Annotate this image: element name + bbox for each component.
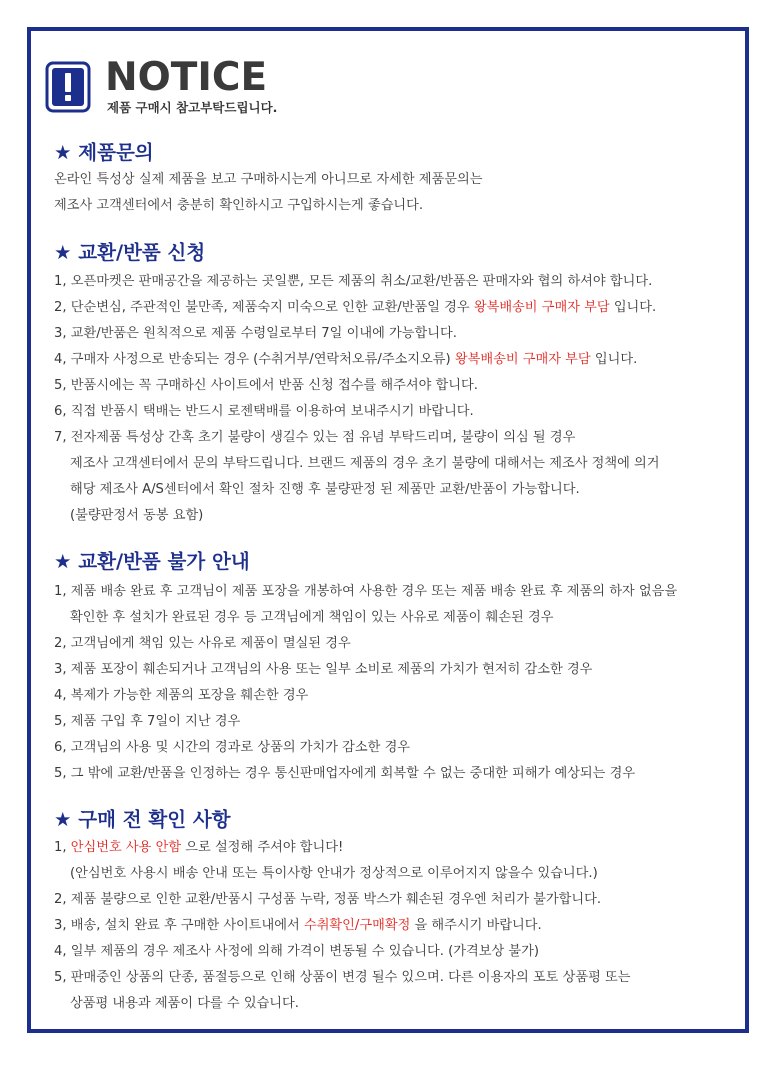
list-item: 제조사 고객센터에서 충분히 확인하시고 구입하시는게 좋습니다.	[54, 198, 424, 213]
list-item: 5, 제품 구입 후 7일이 지난 경우	[54, 714, 241, 729]
list-item: 1, 오픈마켓은 판매공간을 제공하는 곳일뿐, 모든 제품의 취소/교환/반품은 판매자와 협의 하셔야 합니다.	[54, 274, 653, 289]
list-item: 7, 전자제품 특성상 간혹 초기 불량이 생길수 있는 점 유념 부탁드리며, 불량이 의심 될 경우	[54, 430, 576, 445]
list-item: 1, 안심번호 사용 안함 으로 설정해 주셔야 합니다!	[54, 840, 344, 855]
highlight-text: 왕복배송비 구매자 부담	[473, 300, 610, 315]
list-item: 상품평 내용과 제품이 다를 수 있습니다.	[70, 996, 299, 1011]
highlight-text: 왕복배송비 구매자 부담	[454, 352, 591, 367]
highlight-text: 수취확인/구매확정	[303, 918, 411, 933]
list-item: 3, 제품 포장이 훼손되거나 고객님의 사용 또는 일부 소비로 제품의 가치가 현저히 감소한 경우	[54, 662, 593, 677]
section-title-no-return: ★ 교환/반품 불가 안내	[54, 550, 250, 573]
page-subtitle: 제품 구매시 참고부탁드립니다.	[107, 100, 278, 115]
list-item: 4, 일부 제품의 경우 제조사 사정에 의해 가격이 변동될 수 있습니다. (가격보상 불가)	[54, 944, 540, 959]
list-item: 5, 판매중인 상품의 단종, 품절등으로 인해 상품이 변경 될수 있으며. 다른 이용자의 포토 상품평 또는	[54, 970, 631, 985]
list-item: 제조사 고객센터에서 문의 부탁드립니다. 브랜드 제품의 경우 초기 불량에 대해서는 제조사 정책에 의거	[70, 456, 660, 471]
list-item: 2, 제품 불량으로 인한 교환/반품시 구성품 누락, 정품 박스가 훼손된 경우엔 처리가 불가합니다.	[54, 892, 602, 907]
list-item: 1, 제품 배송 완료 후 고객님이 제품 포장을 개봉하여 사용한 경우 또는 제품 배송 완료 후 제품의 하자 없음을	[54, 584, 678, 599]
exclamation-icon	[45, 61, 91, 113]
section-title-pre-purchase: ★ 구매 전 확인 사항	[54, 808, 231, 831]
list-item: 3, 배송, 설치 완료 후 구매한 사이트내에서 수취확인/구매확정 을 해주시기 바랍니다.	[54, 918, 542, 933]
section-title-product-inquiry: ★ 제품문의	[54, 141, 154, 164]
list-item: (안심번호 사용시 배송 안내 또는 특이사항 안내가 정상적으로 이루어지지 않을수 있습니다.)	[70, 866, 598, 881]
list-item: 6, 직접 반품시 택배는 반드시 로젠택배를 이용하여 보내주시기 바랍니다.	[54, 404, 474, 419]
list-item: 해당 제조사 A/S센터에서 확인 절차 진행 후 불량판정 된 제품만 교환/반품이 가능합니다.	[70, 482, 580, 497]
page-title: NOTICE	[105, 55, 268, 100]
list-item: 6, 고객님의 사용 및 시간의 경과로 상품의 가치가 감소한 경우	[54, 740, 411, 755]
list-item: 4, 구매자 사정으로 반송되는 경우 (수취거부/연락처오류/주소지오류) 왕복배송비 구매자 부담 입니다.	[54, 352, 638, 367]
list-item: 2, 고객님에게 책임 있는 사유로 제품이 멸실된 경우	[54, 636, 351, 651]
list-item: 4, 복제가 가능한 제품의 포장을 훼손한 경우	[54, 688, 309, 703]
highlight-text: 안심번호 사용 안함	[70, 840, 182, 855]
list-item: 온라인 특성상 실제 제품을 보고 구매하시는게 아니므로 자세한 제품문의는	[54, 172, 483, 187]
list-item: (불량판정서 동봉 요함)	[70, 508, 204, 523]
list-item: 3, 교환/반품은 원칙적으로 제품 수령일로부터 7일 이내에 가능합니다.	[54, 326, 457, 341]
section-title-exchange-return: ★ 교환/반품 신청	[54, 241, 206, 264]
list-item: 5, 그 밖에 교환/반품을 인정하는 경우 통신판매업자에게 회복할 수 없는 중대한 피해가 예상되는 경우	[54, 766, 636, 781]
list-item: 2, 단순변심, 주관적인 불만족, 제품숙지 미숙으로 인한 교환/반품일 경우 왕복배송비 구매자 부담 입니다.	[54, 300, 657, 315]
list-item: 5, 반품시에는 꼭 구매하신 사이트에서 반품 신청 접수를 해주셔야 합니다.	[54, 378, 478, 393]
list-item: 확인한 후 설치가 완료된 경우 등 고객님에게 책임이 있는 사유로 제품이 훼손된 경우	[70, 610, 554, 625]
